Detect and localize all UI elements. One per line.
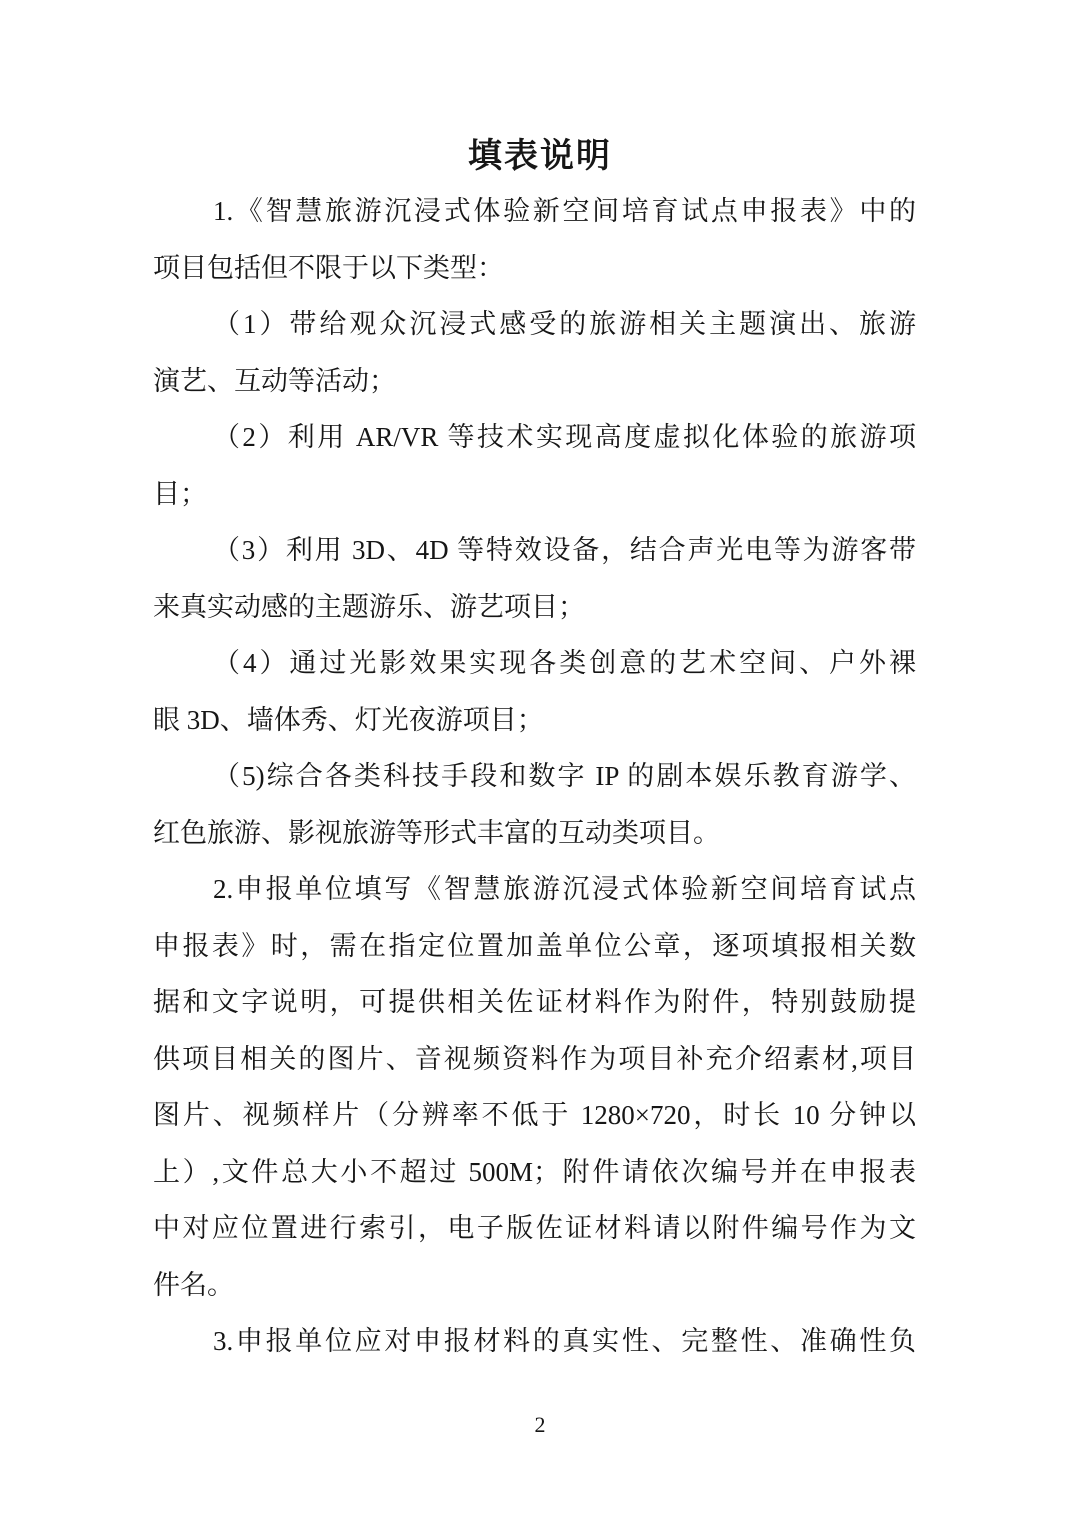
body-line: 据和文字说明，可提供相关佐证材料作为附件，特别鼓励提 xyxy=(153,987,916,1017)
body-line: 3.申报单位应对申报材料的真实性、完整性、准确性负 xyxy=(213,1326,916,1356)
document-body xyxy=(153,183,916,1370)
body-line: 眼 3D、墙体秀、灯光夜游项目； xyxy=(153,704,544,735)
body-line: 申报表》时，需在指定位置加盖单位公章，逐项填报相关数 xyxy=(153,930,916,961)
body-line: 2.申报单位填写《智慧旅游沉浸式体验新空间培育试点 xyxy=(213,874,916,904)
body-line: （4）通过光影效果实现各类创意的艺术空间、户外裸 xyxy=(213,648,916,678)
body-line: （2）利用 AR/VR 等技术实现高度虚拟化体验的旅游项 xyxy=(213,422,916,452)
body-line: 供项目相关的图片、音视频资料作为项目补充介绍素材,项目 xyxy=(153,1043,916,1074)
document-title: 填表说明 xyxy=(468,137,612,175)
body-line: 目； xyxy=(153,478,207,509)
body-line: 演艺、互动等活动； xyxy=(153,365,396,396)
body-line: 中对应位置进行索引，电子版佐证材料请以附件编号作为文 xyxy=(153,1213,916,1243)
body-line: 来真实动感的主题游乐、游艺项目； xyxy=(153,591,585,622)
body-line: 红色旅游、影视旅游等形式丰富的互动类项目。 xyxy=(153,817,720,848)
body-line: 1.《智慧旅游沉浸式体验新空间培育试点申报表》中的 xyxy=(213,196,916,226)
body-line: （5)综合各类科技手段和数字 IP 的剧本娱乐教育游学、 xyxy=(213,761,916,791)
page-number: 2 xyxy=(534,1412,546,1437)
body-line: 件名。 xyxy=(153,1269,234,1300)
body-line: （1）带给观众沉浸式感受的旅游相关主题演出、旅游 xyxy=(213,309,916,339)
body-line: 项目包括但不限于以下类型： xyxy=(153,252,504,283)
body-line: 上）,文件总大小不超过 500M；附件请依次编号并在申报表 xyxy=(153,1156,916,1187)
body-line: 图片、视频样片（分辨率不低于 1280×720，时长 10 分钟以 xyxy=(153,1100,916,1130)
body-line: （3）利用 3D、4D 等特效设备，结合声光电等为游客带 xyxy=(213,535,916,565)
